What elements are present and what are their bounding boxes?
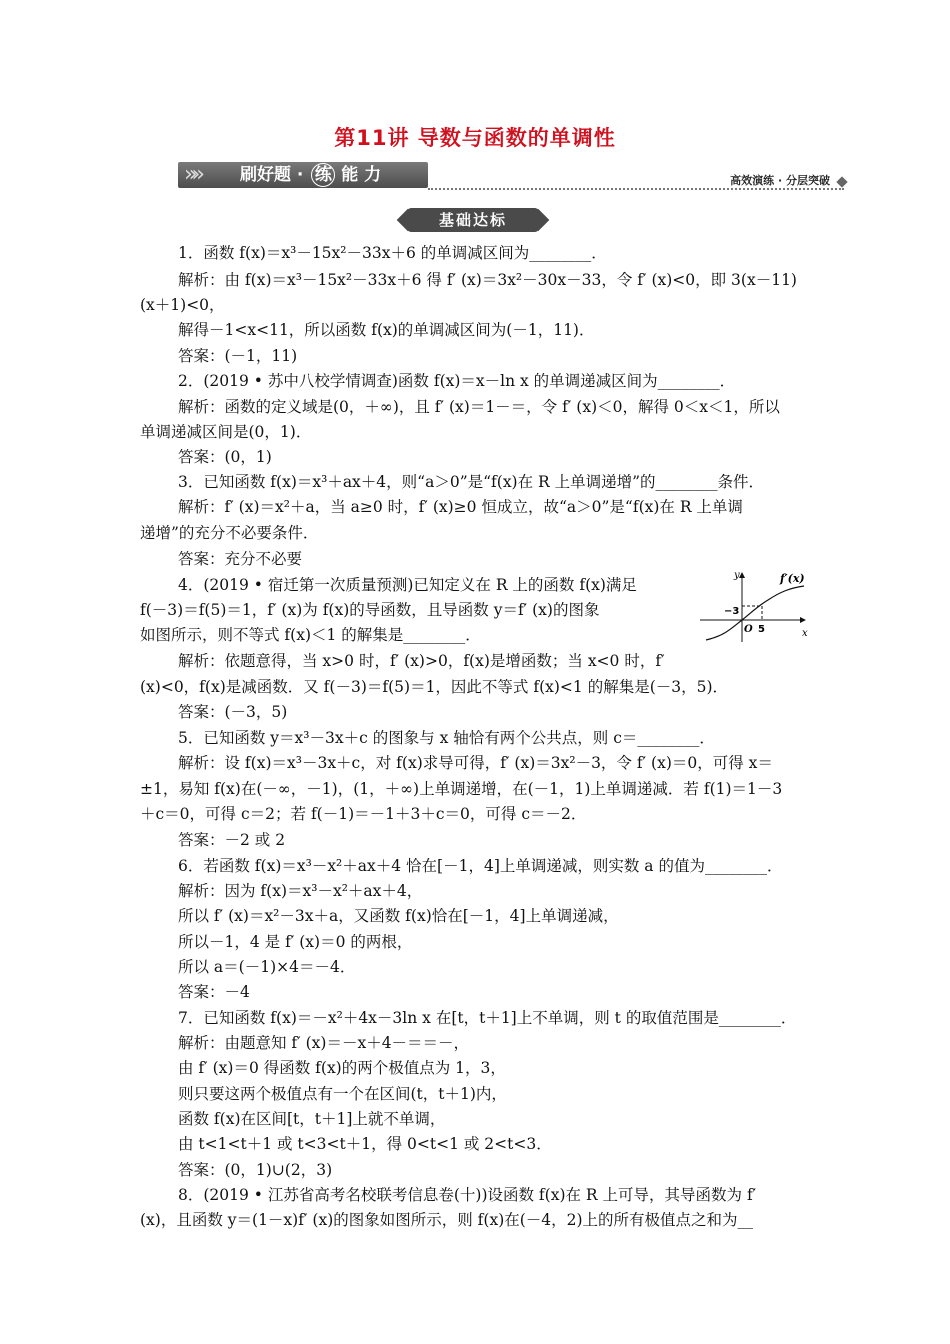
text-line: 答案：充分不必要 xyxy=(178,550,303,568)
text-line: 解析：因为 f(x)＝x³－x²＋ax＋4， xyxy=(178,882,423,900)
section-heading xyxy=(398,208,548,232)
text-line: 8．(2019 • 江苏省高考名校联考信息卷(十))设函数 f(x)在 R 上可导，其导函数为 f′ xyxy=(178,1186,757,1204)
text-line: ＋c＝0，可得 c＝2；若 f(－1)＝－1＋3＋c＝0，可得 c＝－2． xyxy=(140,805,587,823)
banner-label-b1: 练 xyxy=(311,163,335,187)
text-line: (x＋1)<0， xyxy=(140,296,225,314)
text-line: 解得－1<x<11，所以函数 f(x)的单调减区间为(－1，11)． xyxy=(178,321,595,339)
text-line: 单调递减区间是(0，1)． xyxy=(140,423,312,441)
derivative-graph xyxy=(696,566,812,646)
banner-label-b3: 力 xyxy=(364,165,382,185)
text-line: 解析：f′ (x)＝x²＋a，当 a≥0 时，f′ (x)≥0 恒成立，故“a＞0”是“f(x)在 R 上单调 xyxy=(178,498,743,516)
text-line: 3．已知函数 f(x)＝x³＋ax＋4，则“a＞0”是“f(x)在 R 上单调递增”的________条件． xyxy=(178,473,765,491)
text-line: 4．(2019 • 宿迁第一次质量预测)已知定义在 R 上的函数 f(x)满足 xyxy=(178,576,637,594)
origin-label: O xyxy=(744,624,753,635)
text-line: 1．函数 f(x)＝x³－15x²－33x＋6 的单调减区间为________． xyxy=(178,244,607,262)
x-label: x xyxy=(802,628,808,639)
text-line: 答案：－4 xyxy=(178,983,250,1001)
text-line: 所以 a＝(－1)×4＝－4． xyxy=(178,958,356,976)
section-banner xyxy=(178,158,848,192)
text-line: 解析：依题意得，当 x>0 时，f′ (x)>0，f(x)是增函数；当 x<0 时，f′ xyxy=(178,652,665,670)
text-line: 答案：(0，1) xyxy=(178,448,272,466)
text-line: 递增”的充分不必要条件． xyxy=(140,524,319,542)
diamond-icon xyxy=(836,176,847,187)
section-title: 基础达标 xyxy=(438,211,507,229)
text-line: 答案：(－3，5) xyxy=(178,703,288,721)
page-title: 第11讲 导数与函数的单调性 xyxy=(334,126,616,150)
text-line: 5．已知函数 y＝x³－3x＋c 的图象与 x 轴恰有两个公共点，则 c＝________． xyxy=(178,729,715,747)
text-line: 答案：(0，1)∪(2，3) xyxy=(178,1161,333,1179)
text-line: 6．若函数 f(x)＝x³－x²＋ax＋4 恰在[－1，4]上单调递减，则实数 a 的值为________． xyxy=(178,857,783,875)
banner-label-a: 刷好题 xyxy=(240,165,291,185)
chevron-right-icon: »» xyxy=(184,162,199,187)
text-line: 解析：函数的定义域是(0，＋∞)，且 f′ (x)＝1－＝，令 f′ (x)＜0，解得 0＜x＜1，所以 xyxy=(178,398,780,416)
text-line: 如图所示，则不等式 f(x)＜1 的解集是________． xyxy=(140,626,481,644)
curve-label: f′(x) xyxy=(780,572,805,585)
text-line: f(－3)＝f(5)＝1，f′ (x)为 f(x)的导函数，且导函数 y＝f′ (x)的图象 xyxy=(140,601,600,619)
text-line: (x)<0，f(x)是减函数．又 f(－3)＝f(5)＝1，因此不等式 f(x)<1 的解集是(－3，5)． xyxy=(140,678,729,696)
text-line: 解析：设 f(x)＝x³－3x＋c，对 f(x)求导可得，f′ (x)＝3x²－3，令 f′ (x)＝0，可得 x＝ xyxy=(178,754,773,772)
banner-label-b2: 能 xyxy=(341,165,359,185)
text-line: 由 t<1<t＋1 或 t<3<t＋1，得 0<t<1 或 2<t<3． xyxy=(178,1135,552,1153)
text-line: 7．已知函数 f(x)＝－x²＋4x－3ln x 在[t，t＋1]上不单调，则 t 的取值范围是________． xyxy=(178,1009,797,1027)
y-axis-arrow xyxy=(739,572,745,578)
text-line: 2．(2019 • 苏中八校学情调查)函数 f(x)＝x－ln x 的单调递减区间为________． xyxy=(178,372,736,390)
x-axis-arrow xyxy=(800,617,806,623)
text-line: 则只要这两个极值点有一个在区间(t，t＋1)内， xyxy=(178,1085,507,1103)
text-line: 所以 f′ (x)＝x²－3x＋a，又函数 f(x)恰在[－1，4]上单调递减， xyxy=(178,907,619,925)
banner-subtitle: 高效演练 · 分层突破 xyxy=(730,174,830,187)
banner-divider xyxy=(428,188,844,190)
tick-label-5: 5 xyxy=(758,624,765,635)
text-line: 答案：－2 或 2 xyxy=(178,831,286,849)
text-line: 答案：(－1，11) xyxy=(178,347,298,365)
banner-label xyxy=(240,162,381,188)
y-label: y xyxy=(734,570,740,581)
banner-dot: · xyxy=(296,165,304,185)
text-line: 解析：由 f(x)＝x³－15x²－33x＋6 得 f′ (x)＝3x²－30x－33，令 f′ (x)<0，即 3(x－11) xyxy=(178,271,797,289)
text-line: ±1，易知 f(x)在(－∞，－1)，(1，＋∞)上单调递增，在(－1，1)上单调递减．若 f(1)＝1－3 xyxy=(140,780,783,798)
text-line: 函数 f(x)在区间[t，t＋1]上就不单调， xyxy=(178,1110,446,1128)
text-line: (x)，且函数 y＝(1－x)f′ (x)的图象如图所示，则 f(x)在(－4，2)上的所有极值点之和为__ xyxy=(140,1211,754,1229)
tick-label-neg3: −3 xyxy=(724,606,740,617)
text-line: 由 f′ (x)＝0 得函数 f(x)的两个极值点为 1，3， xyxy=(178,1059,506,1077)
derivative-curve xyxy=(706,586,804,640)
text-line: 解析：由题意知 f′ (x)＝－x＋4－＝＝－， xyxy=(178,1034,470,1052)
text-line: 所以－1，4 是 f′ (x)＝0 的两根， xyxy=(178,933,413,951)
